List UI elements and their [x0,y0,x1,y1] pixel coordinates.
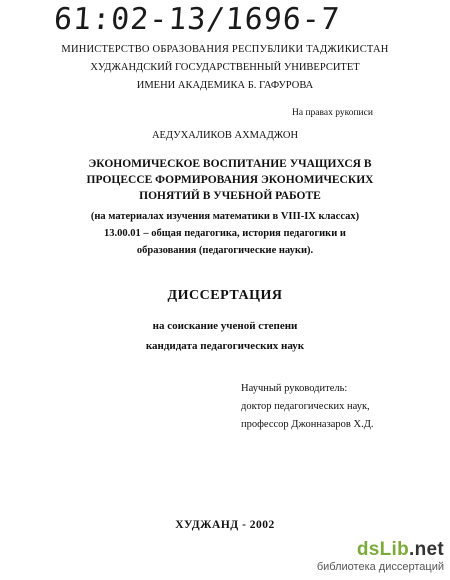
title-line: ПРОЦЕССЕ ФОРМИРОВАНИЯ ЭКОНОМИЧЕСКИХ [86,174,374,186]
degree-line: кандидата педагогических наук [145,340,305,352]
watermark-logo-part1: dsLib [356,539,410,560]
advisor-block [241,380,373,434]
title-line: ПОНЯТИЙ В УЧЕБНОЙ РАБОТЕ [139,190,321,202]
advisor-degree: доктор педагогических наук, [241,401,370,412]
named-after: ИМЕНИ АКАДЕМИКА Б. ГАФУРОВА [136,80,314,91]
watermark-logo [317,540,444,560]
subtitle-line: (на материалах изучения математики в VIII-IX классах) [90,211,360,222]
watermark-caption: библиотека диссертаций [316,561,444,573]
author-name: АЕДУХАЛИКОВ АХМАДЖОН [151,130,299,141]
subtitle-line: образования (педагогические науки). [136,245,314,256]
degree-line: на соискание ученой степени [152,320,298,332]
dissertation-title [60,156,400,204]
rights-note: На правах рукописи [292,108,373,118]
watermark-logo-part2: .net [409,539,444,560]
watermark[interactable] [317,540,444,574]
university-name: ХУДЖАНДСКИЙ ГОСУДАРСТВЕННЫЙ УНИВЕРСИТЕТ [90,62,360,73]
subtitle-line: 13.00.01 – общая педагогика, история педагогики и [104,228,346,239]
title-line: ЭКОНОМИЧЕСКОЕ ВОСПИТАНИЕ УЧАЩИХСЯ В [88,158,372,170]
archive-code: 61:02-13/1696-7 [52,2,342,37]
advisor-role: Научный руководитель: [241,383,348,394]
degree-block [0,316,450,356]
ministry-name: МИНИСТЕРСТВО ОБРАЗОВАНИЯ РЕСПУБЛИКИ ТАДЖИКИСТАН [61,44,389,55]
advisor-name: профессор Джонназаров Х.Д. [241,419,374,430]
dissertation-subtitle [40,208,410,259]
document-type: ДИССЕРТАЦИЯ [167,288,283,303]
city-year: ХУДЖАНД - 2002 [175,519,275,531]
